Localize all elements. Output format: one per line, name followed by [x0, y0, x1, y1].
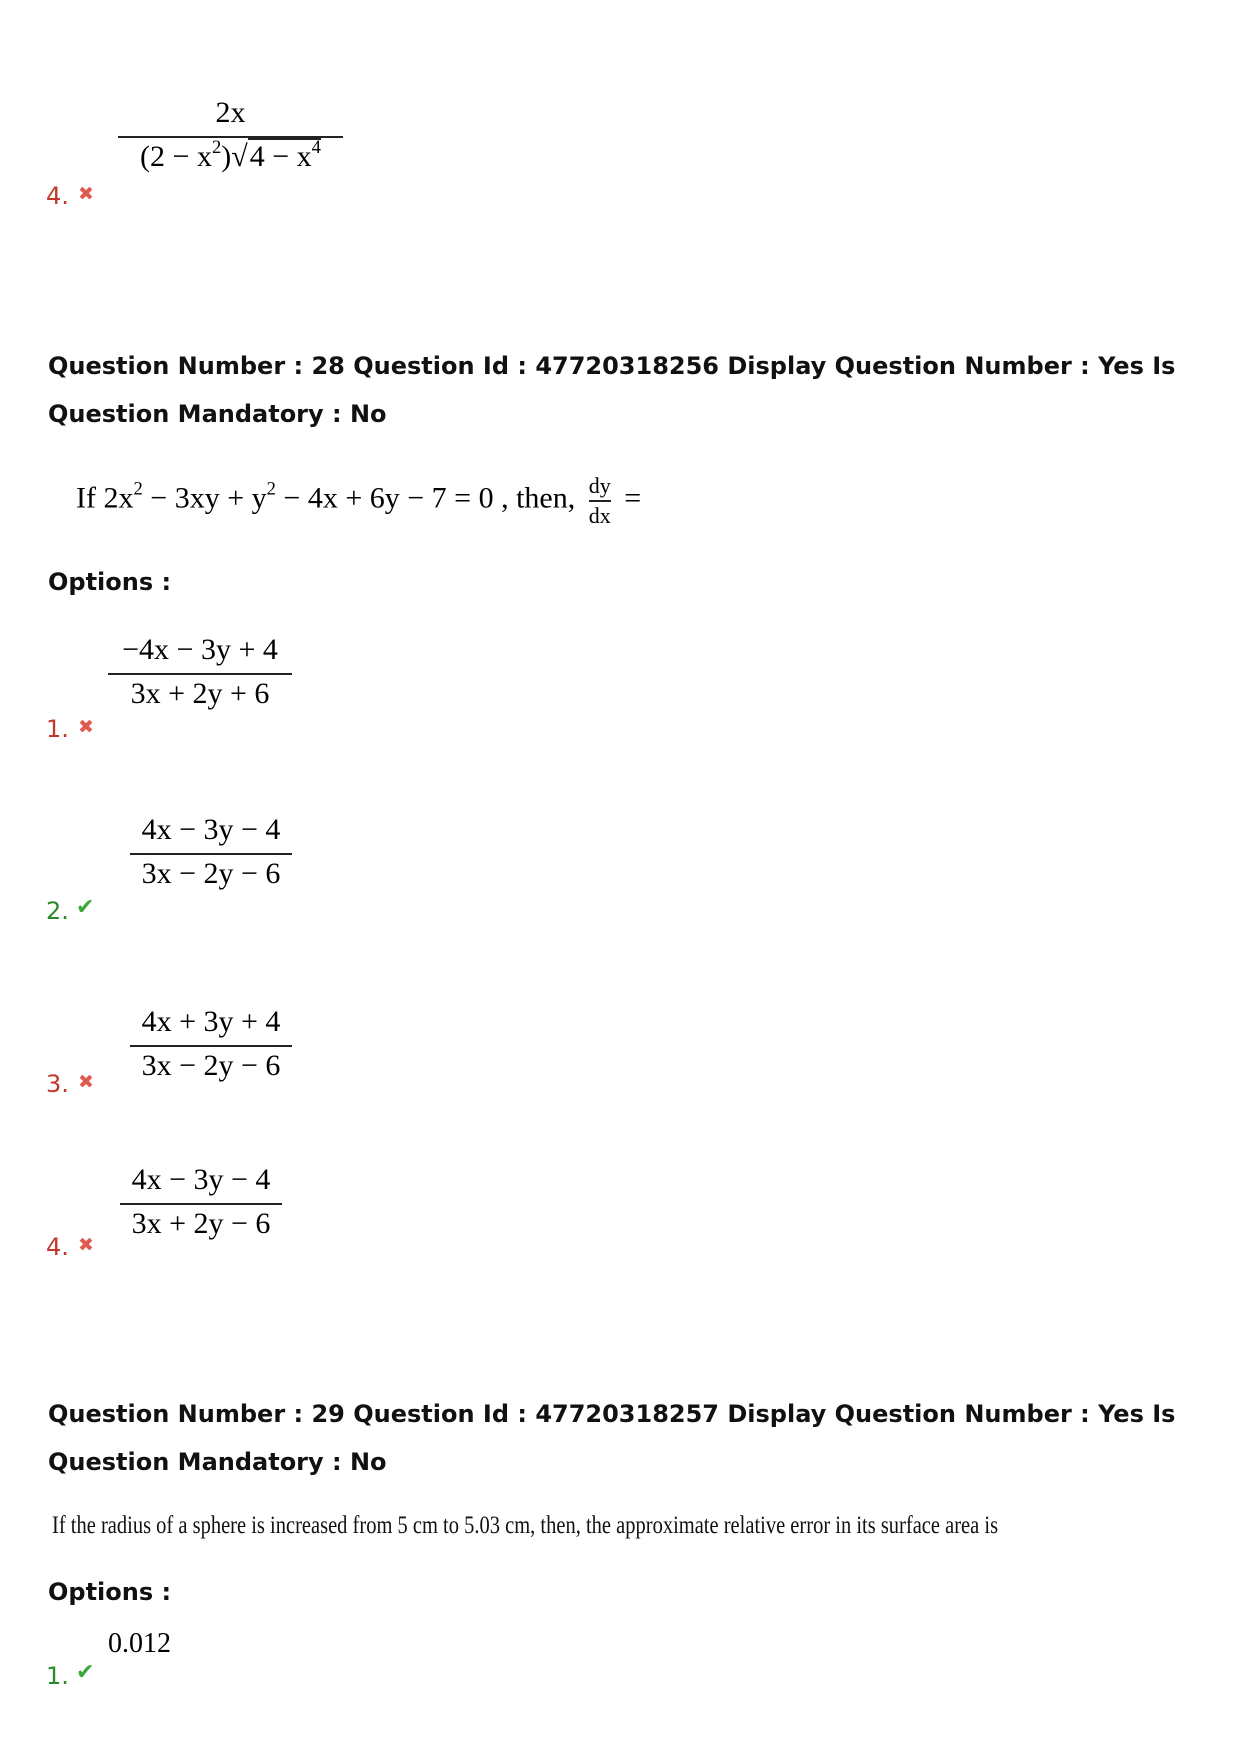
prev-option-4-numerator: 2x: [215, 96, 246, 129]
q29-options-label: Options :: [48, 1578, 172, 1606]
q28-option-1-number: 1.: [46, 715, 69, 743]
q28-option-4-expression: 4x − 3y − 4 3x + 2y − 6: [120, 1163, 282, 1241]
sqrt-symbol: √: [231, 140, 248, 173]
q28-option-3-expression: 4x + 3y + 4 3x − 2y − 6: [130, 1005, 292, 1083]
check-icon: ✔: [76, 1660, 95, 1685]
q28-option-1-expression: −4x − 3y + 4 3x + 2y + 6: [108, 633, 292, 711]
q28-stem: If $2x^2 - 3xy + y^2 - 4x + 6y - 7 = 0$ , then, $\frac{dy}{dx}$ =: [76, 473, 642, 528]
prev-option-4-denominator: $(2 - x^2)√4 - x^4$: [140, 136, 321, 173]
q29-header: Question Number : 29 Question Id : 47720318257 Display Question Number : Yes Is Question Mandatory : No: [48, 1400, 1176, 1476]
q28-option-3-number: 3.: [46, 1070, 69, 1098]
cross-icon: ✖: [78, 1071, 94, 1093]
sqrt-radicand: $4 - x^4$: [249, 136, 321, 173]
prev-option-4-number: 4.: [46, 182, 69, 210]
q28-header: Question Number : 28 Question Id : 47720318256 Display Question Number : Yes Is Question Mandatory : No: [48, 352, 1176, 428]
q28-options-label: Options :: [48, 568, 172, 596]
q29-stem: If the radius of a sphere is increased from 5 cm to 5.03 cm, then, the approximate relative error in its surface area is: [52, 1512, 999, 1539]
dy-dx-fraction: $\frac{dy}{dx}$: [588, 473, 611, 528]
q29-option-1-number: 1.: [46, 1662, 69, 1690]
cross-icon: ✖: [78, 1234, 94, 1256]
cross-icon: ✖: [78, 183, 94, 205]
q28-option-4-number: 4.: [46, 1233, 69, 1261]
q28-option-2-expression: 4x − 3y − 4 3x − 2y − 6: [130, 813, 292, 891]
cross-icon: ✖: [78, 716, 94, 738]
check-icon: ✔: [76, 895, 95, 920]
q29-option-1-value: 0.012: [108, 1628, 171, 1659]
prev-option-4-expression: [118, 96, 343, 174]
q28-option-2-number: 2.: [46, 897, 69, 925]
